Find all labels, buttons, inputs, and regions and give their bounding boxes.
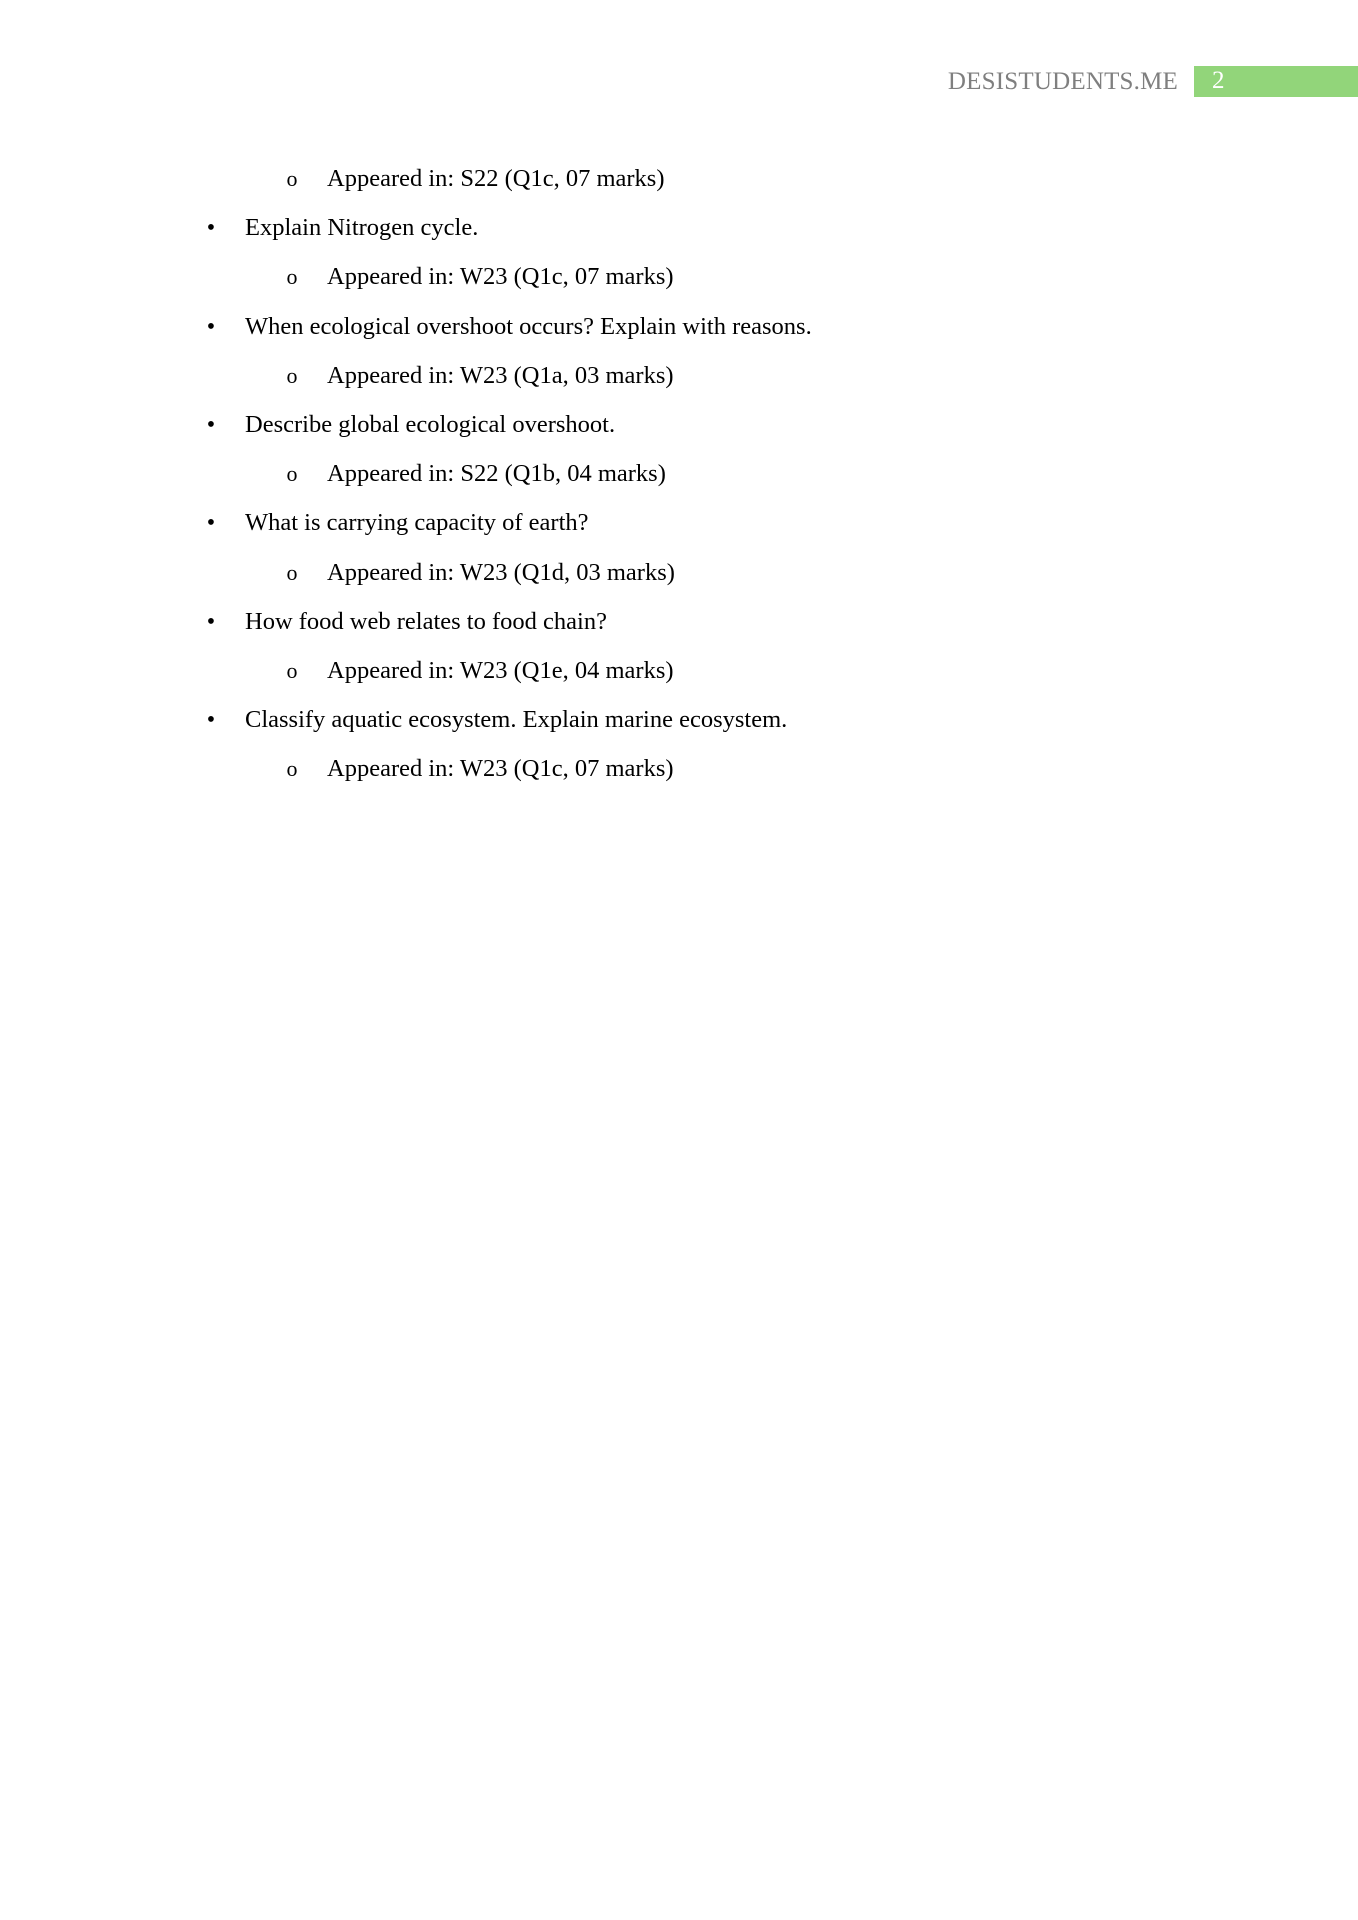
sub-bullet-marker: o xyxy=(286,461,298,487)
appeared-in-text: Appeared in: W23 (Q1c, 07 marks) xyxy=(327,755,674,783)
appeared-in-text: Appeared in: W23 (Q1d, 03 marks) xyxy=(327,558,675,586)
list-item xyxy=(0,701,1358,750)
bullet-marker: • xyxy=(206,215,216,242)
question-text: Describe global ecological overshoot. xyxy=(245,410,616,438)
appeared-in-text: Appeared in: W23 (Q1c, 07 marks) xyxy=(327,263,674,291)
question-text: Classify aquatic ecosystem. Explain marine ecosystem. xyxy=(245,706,788,734)
appeared-in-text: Appeared in: W23 (Q1e, 04 marks) xyxy=(327,656,674,684)
appeared-in-text: Appeared in: S22 (Q1c, 07 marks) xyxy=(327,165,665,192)
list-item xyxy=(0,308,1358,357)
sub-bullet-marker: o xyxy=(286,264,298,290)
appeared-in-text: Appeared in: W23 (Q1a, 03 marks) xyxy=(327,361,674,389)
bullet-marker: • xyxy=(206,510,216,537)
list-item xyxy=(0,603,1358,652)
question-text: When ecological overshoot occurs? Explain with reasons. xyxy=(245,312,812,340)
bullet-marker: • xyxy=(206,313,216,340)
list-item xyxy=(0,455,1358,504)
list-item xyxy=(0,504,1358,553)
page-header xyxy=(948,66,1358,97)
sub-bullet-marker: o xyxy=(286,362,298,388)
bullet-marker: • xyxy=(206,411,216,438)
list-item xyxy=(0,160,1358,209)
bullet-marker: • xyxy=(206,707,216,734)
sub-bullet-marker: o xyxy=(286,166,298,191)
appeared-in-text: Appeared in: S22 (Q1b, 04 marks) xyxy=(327,460,666,488)
sub-bullet-marker: o xyxy=(286,657,298,683)
list-item xyxy=(0,357,1358,406)
list-item xyxy=(0,750,1358,799)
question-list xyxy=(0,160,1358,799)
list-item xyxy=(0,652,1358,701)
sub-bullet-marker: o xyxy=(286,559,298,585)
question-text: How food web relates to food chain? xyxy=(245,607,607,635)
list-item xyxy=(0,258,1358,307)
list-item xyxy=(0,554,1358,603)
page-number: 2 xyxy=(1194,66,1358,97)
header-brand: DESISTUDENTS.ME xyxy=(947,68,1178,95)
list-item xyxy=(0,209,1358,258)
bullet-marker: • xyxy=(206,608,216,635)
sub-bullet-marker: o xyxy=(286,756,298,782)
question-text: What is carrying capacity of earth? xyxy=(245,509,589,537)
list-item xyxy=(0,406,1358,455)
question-text: Explain Nitrogen cycle. xyxy=(245,214,479,242)
